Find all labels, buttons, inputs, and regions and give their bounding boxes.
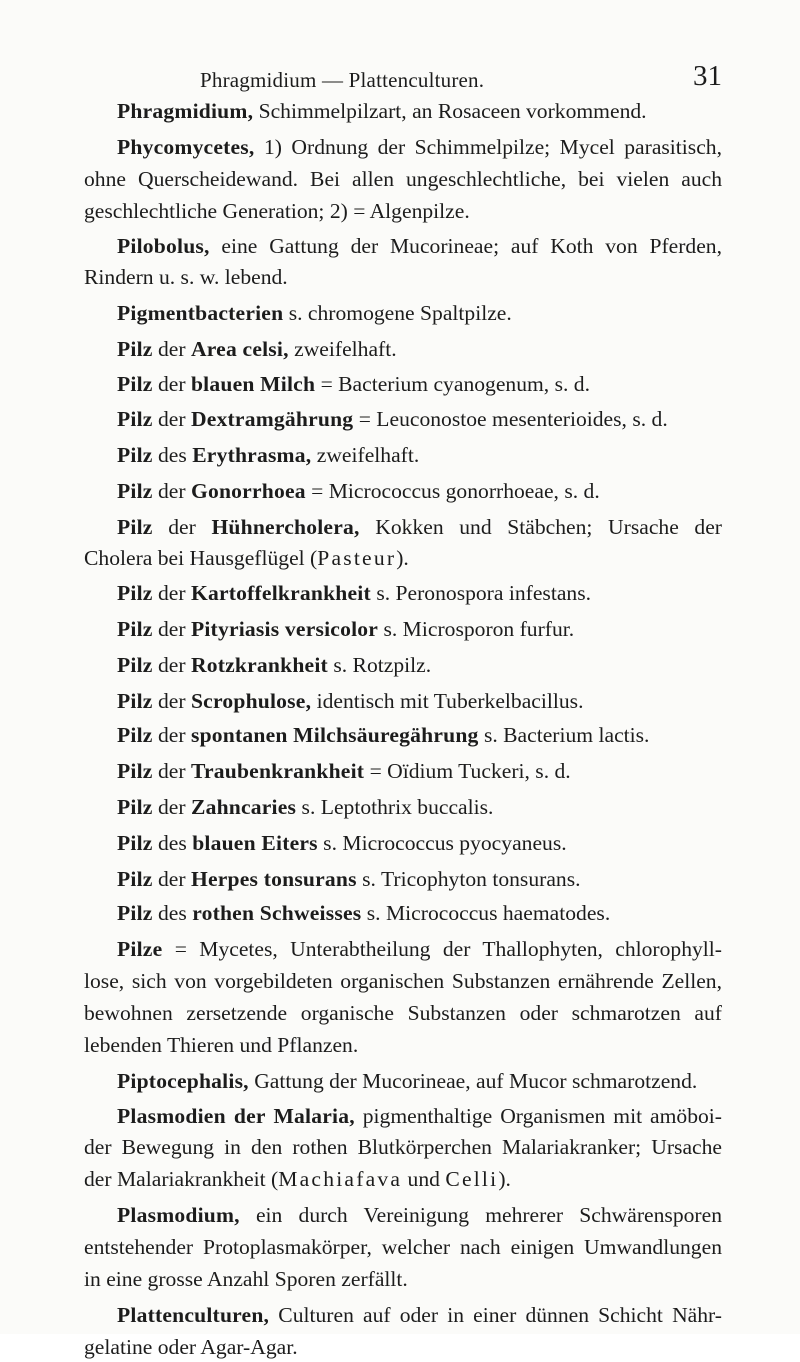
headword: Kartoffelkrankheit <box>190 581 371 605</box>
headword: Zahncaries <box>190 795 297 819</box>
entry-zahncaries <box>117 792 493 822</box>
headword: Plattenculturen, <box>117 1303 270 1327</box>
entry-piptocephalis <box>117 1066 697 1096</box>
headword: Area celsi, <box>190 337 289 361</box>
headword: rothen Schweisses <box>192 901 362 925</box>
article: des <box>157 901 187 925</box>
entry-plasmodien <box>117 1101 722 1131</box>
entry-plasmodien-line-3 <box>84 1164 511 1194</box>
headword: Plasmodien der Malaria, <box>117 1104 355 1128</box>
entry-phragmidium <box>117 96 647 126</box>
entry-rotzkrankheit <box>117 650 431 680</box>
article: der <box>157 653 186 677</box>
entry-text: s. Bacterium lactis. <box>483 723 650 747</box>
entry-phycomycetes-line-2: ohne Querscheidewand. Bei allen ungeschlechtliche, bei vielen auch <box>84 167 722 191</box>
entry-milchsaeuregaehrung <box>117 720 649 750</box>
entry-text: Kokken und Stäbchen; Ursache der <box>375 515 722 539</box>
entry-pilze-line-4: lebenden Thieren und Pflanzen. <box>84 1033 359 1057</box>
entry-pilze <box>117 934 722 964</box>
headword: Piptocephalis, <box>117 1069 249 1093</box>
entry-text: = Micrococcus gonorrhoeae, s. d. <box>311 479 600 503</box>
entry-text: 1) Ordnung der Schimmelpilze; Mycel parasitisch, <box>263 135 722 159</box>
page-number: 31 <box>693 60 722 92</box>
author-name: Pasteur <box>317 546 397 570</box>
headword: spontanen Milchsäuregährung <box>190 723 479 747</box>
headword-pilz: Pilz <box>117 689 153 713</box>
headword: Herpes tonsurans <box>190 867 357 891</box>
entry-text: ). <box>498 1167 511 1191</box>
entry-plasmodium-line-3: in eine grosse Anzahl Sporen zerfällt. <box>84 1267 408 1291</box>
article: der <box>157 723 186 747</box>
entry-plasmodien-line-2: der Bewegung in den rothen Blutkörperchen Malariakranker; Ursache <box>84 1135 722 1159</box>
headword-pilz: Pilz <box>117 723 153 747</box>
entry-text: und <box>402 1167 446 1191</box>
entry-herpes <box>117 864 581 894</box>
article: der <box>157 867 186 891</box>
running-title: Phragmidium — Plattenculturen. <box>200 68 485 92</box>
headword-pilz: Pilz <box>117 617 153 641</box>
entry-plattenculturen-line-2: gelatine oder Agar-Agar. <box>84 1335 298 1359</box>
headword-pilz: Pilz <box>117 867 153 891</box>
article: der <box>157 689 186 713</box>
entry-text: zweifelhaft. <box>294 337 397 361</box>
headword: blauen Milch <box>190 372 316 396</box>
article: der <box>168 515 196 539</box>
entry-pityriasis <box>117 614 574 644</box>
entry-text: = Leuconostoe mesenterioides, s. d. <box>358 407 668 431</box>
article: der <box>157 795 186 819</box>
article: der <box>157 581 186 605</box>
article: der <box>157 617 186 641</box>
entry-blauen-eiters <box>117 828 567 858</box>
entry-text: s. Leptothrix buccalis. <box>301 795 494 819</box>
entry-text: der Malariakrankheit ( <box>84 1167 279 1191</box>
headword: Erythrasma, <box>192 443 312 467</box>
entry-huehnercholera <box>117 512 722 542</box>
headword: Pilze <box>117 937 163 961</box>
entry-phycomycetes-line-3: geschlechtliche Generation; 2) = Algenpilze. <box>84 199 470 223</box>
entry-dextramgaehrung <box>117 404 668 434</box>
entry-text: Gattung der Mucorineae, auf Mucor schmarotzend. <box>254 1069 698 1093</box>
headword-pilz: Pilz <box>117 653 153 677</box>
article: der <box>157 337 186 361</box>
entry-traubenkrankheit <box>117 756 571 786</box>
entry-text: s. Peronospora infestans. <box>376 581 592 605</box>
headword: Pilobolus, <box>117 234 210 258</box>
headword-pilz: Pilz <box>117 901 153 925</box>
entry-text: pigmenthaltige Organismen mit amöboi- <box>362 1104 722 1128</box>
entry-text: eine Gattung der Mucorineae; auf Koth von Pferden, <box>221 234 722 258</box>
entry-rothen-schweisses <box>117 898 610 928</box>
entry-huehnercholera-line-2 <box>84 543 409 573</box>
article: des <box>157 831 187 855</box>
headword-pilz: Pilz <box>117 515 153 539</box>
headword: blauen Eiters <box>192 831 318 855</box>
headword: Scrophulose, <box>190 689 312 713</box>
entry-pilobolus-line-2: Rindern u. s. w. lebend. <box>84 265 288 289</box>
running-head <box>110 60 722 100</box>
entry-text: ein durch Vereinigung mehrerer Schwärensporen <box>255 1203 722 1227</box>
headword-pilz: Pilz <box>117 831 153 855</box>
author-name: Celli <box>445 1167 499 1191</box>
headword-pilz: Pilz <box>117 479 153 503</box>
entry-erythrasma <box>117 440 419 470</box>
entry-pilze-line-3: bewohnen zersetzende organische Substanzen oder schmarotzen auf <box>84 1001 722 1025</box>
entry-text: = Oïdium Tuckeri, s. d. <box>369 759 571 783</box>
entry-pilze-line-2: lose, sich von vorgebildeten organischen Substanzen ernährende Zellen, <box>84 969 722 993</box>
article: des <box>157 443 187 467</box>
entry-plattenculturen <box>117 1300 722 1330</box>
entry-phycomycetes <box>117 132 722 162</box>
headword-pilz: Pilz <box>117 407 153 431</box>
author-name: Machiafava <box>278 1167 403 1191</box>
article: der <box>157 407 186 431</box>
article: der <box>157 372 186 396</box>
headword: Phragmidium, <box>117 99 254 123</box>
entry-plasmodium <box>117 1200 722 1230</box>
entry-text: ). <box>396 546 409 570</box>
entry-text: s. Rotzpilz. <box>333 653 432 677</box>
entry-text: s. Micrococcus pyocyaneus. <box>323 831 567 855</box>
headword: Traubenkrankheit <box>190 759 365 783</box>
entry-area-celsi <box>117 334 397 364</box>
entry-text: s. Micrococcus haematodes. <box>366 901 611 925</box>
headword: Plasmodium, <box>117 1203 240 1227</box>
entry-text: s. Microsporon furfur. <box>383 617 575 641</box>
entry-blauen-milch <box>117 369 590 399</box>
headword-pilz: Pilz <box>117 581 153 605</box>
entry-text: identisch mit Tuberkelbacillus. <box>316 689 584 713</box>
entry-scrophulose <box>117 686 583 716</box>
headword: Dextramgährung <box>190 407 354 431</box>
headword-pilz: Pilz <box>117 795 153 819</box>
headword-pilz: Pilz <box>117 337 153 361</box>
headword: Pigmentbacterien <box>117 301 284 325</box>
article: der <box>157 759 186 783</box>
headword: Rotzkrankheit <box>190 653 328 677</box>
entry-text: Cholera bei Hausgeflügel ( <box>84 546 318 570</box>
entry-gonorrhoea <box>117 476 600 506</box>
entry-text: Schimmelpilzart, an Rosaceen vorkommend. <box>258 99 647 123</box>
headword: Pityriasis versicolor <box>190 617 379 641</box>
entry-text: s. Tricophyton tonsurans. <box>362 867 581 891</box>
headword-pilz: Pilz <box>117 759 153 783</box>
headword: Gonorrhoea <box>190 479 306 503</box>
headword: Phycomycetes, <box>117 135 255 159</box>
entry-pigmentbacterien <box>117 298 512 328</box>
headword-pilz: Pilz <box>117 372 153 396</box>
headword: Hühnercholera, <box>211 515 360 539</box>
headword-pilz: Pilz <box>117 443 153 467</box>
entry-text: Culturen auf oder in einer dünnen Schicht Nähr- <box>278 1303 722 1327</box>
article: der <box>157 479 186 503</box>
entry-text: zweifelhaft. <box>316 443 420 467</box>
entry-pilobolus <box>117 231 722 261</box>
entry-kartoffelkrankheit <box>117 578 591 608</box>
entry-plasmodium-line-2: entstehender Protoplasmakörper, welcher nach einigen Umwandlungen <box>84 1235 722 1259</box>
entry-text: = Bacterium cyanogenum, s. d. <box>320 372 590 396</box>
entry-text: s. chromogene Spaltpilze. <box>288 301 512 325</box>
entry-text: = Mycetes, Unterabtheilung der Thallophyten, chlorophyll- <box>174 937 722 961</box>
